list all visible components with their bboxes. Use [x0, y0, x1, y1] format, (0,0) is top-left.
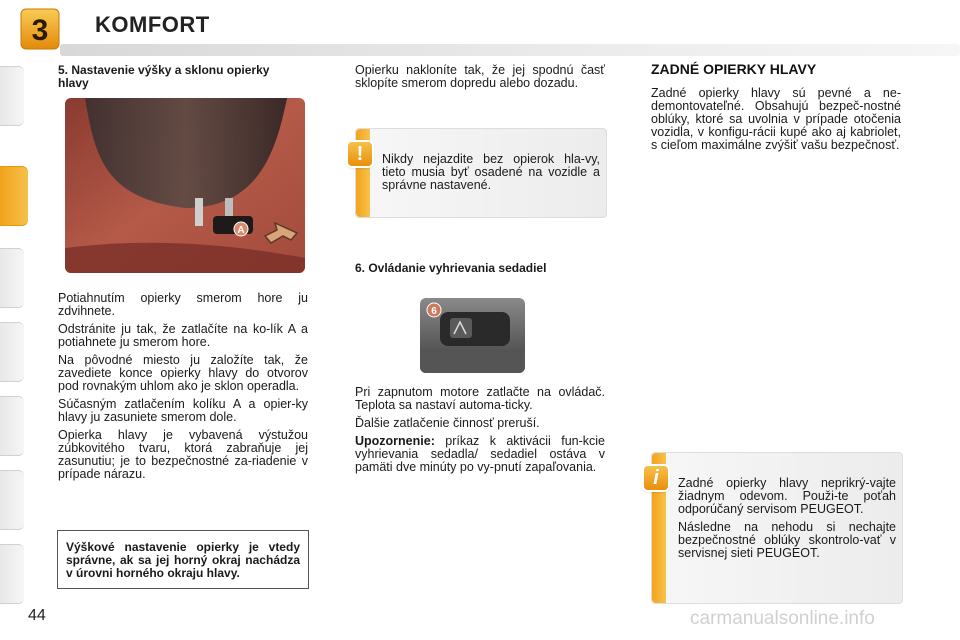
caution-label: Upozornenie: — [355, 434, 435, 448]
caution-text: príkaz k aktivácii fun-kcie vyhrievania sedadla/ sedadiel ostáva v pamäti dve minúty po vy-pnutí zapaľovania. — [355, 434, 605, 474]
paragraph: Súčasným zatlačením kolíku A a opier-ky hlavy ju zasuniete smerom dole. — [58, 397, 308, 424]
paragraph: Na pôvodné miesto ju založíte tak, že zavediete konce opierky hlavy do otvorov pod rovnakým uhlom ako je sklon operadla. — [58, 353, 308, 393]
info-paragraph: Zadné opierky hlavy neprikrý-vajte žiadnym odevom. Použi-te poťah odporúčaný servisom PEUGEOT. — [678, 476, 896, 516]
side-tab-1[interactable] — [0, 66, 24, 126]
intro-text: Opierku nakloníte tak, že jej spodnú časť sklopíte smerom dopredu alebo dozadu. — [355, 63, 605, 90]
side-tab-8[interactable] — [0, 544, 24, 604]
side-tab-current[interactable] — [0, 166, 28, 226]
warning-icon: ! — [348, 142, 372, 166]
paragraph: Odstránite ju tak, že zatlačíte na ko-lík A a potiahnete ju smerom hore. — [58, 322, 308, 349]
side-tab-6[interactable] — [0, 396, 24, 456]
seat-heating-photo — [420, 298, 525, 373]
side-tab-4[interactable] — [0, 248, 24, 308]
info-paragraph: Následne na nehodu si nechajte bezpečnostné oblúky skontrolo-vať v servisnej sieti PEUGEOT. — [678, 520, 896, 560]
caution-paragraph — [355, 435, 605, 474]
note-text: Výškové nastavenie opierky je vtedy správne, ak sa jej horný okraj nachádza v úrovni horného okraju hlavy. — [66, 540, 300, 580]
side-tab-7[interactable] — [0, 470, 24, 530]
side-tab-5[interactable] — [0, 322, 24, 382]
page-number: 44 — [28, 607, 46, 624]
info-box — [651, 452, 903, 604]
chapter-number: 3 — [31, 14, 49, 47]
paragraph: Opierka hlavy je vybavená výstužou zúbkovitého tvaru, ktorá zabraňuje jej zasunutiu; je to bezpečnostné za-riadenie v prípade nárazu. — [58, 428, 308, 481]
rear-headrests-paragraph: Zadné opierky hlavy sú pevné a ne-demontovateľné. Obsahujú bezpeč-nostné oblúky, ktoré sa uvolnia v prípade otočenia vozidla, v konfigu-rácii kupé ako aj kabriolet, s cieľom maximálne zvýšiť vašu bezpečnosť. — [651, 86, 901, 152]
chapter-title: KOMFORT — [95, 12, 210, 37]
warning-text: Nikdy nejazdite bez opierok hla-vy, tieto musia byť osadené na vozidle a správne nastavené. — [382, 152, 600, 192]
chapter-badge — [20, 8, 60, 50]
paragraph: Potiahnutím opierky smerom hore ju zdvihnete. — [58, 291, 308, 318]
paragraph: Ďalšie zatlačenie činnosť preruší. — [355, 416, 540, 430]
info-icon: i — [644, 466, 668, 490]
warning-box — [355, 128, 607, 218]
item-5-heading: 5. Nastavenie výšky a sklonu opierky hlavy — [58, 63, 270, 90]
note-box — [57, 530, 309, 589]
headrest-photo — [65, 98, 305, 273]
pin-a-label: A — [237, 225, 245, 236]
header-rule — [60, 44, 960, 56]
control-6-label: 6 — [431, 306, 437, 317]
watermark: carmanualsonline.info — [690, 608, 875, 629]
rear-headrests-title: ZADNÉ OPIERKY HLAVY — [651, 61, 817, 77]
paragraph: Pri zapnutom motore zatlačte na ovládač. Teplota sa nastaví automa-ticky. — [355, 385, 605, 412]
item-6-heading: 6. Ovládanie vyhrievania sedadiel — [355, 261, 547, 275]
side-tabs — [0, 60, 30, 580]
